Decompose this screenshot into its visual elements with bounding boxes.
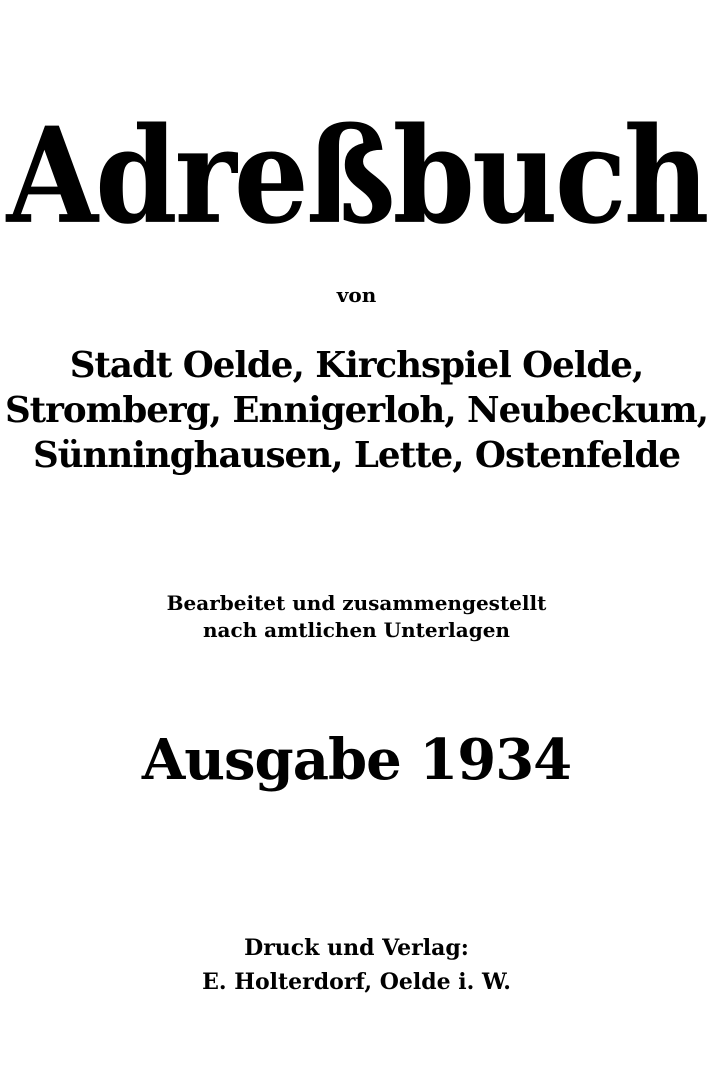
imprint-block bbox=[0, 931, 713, 999]
preposition-von: von bbox=[336, 283, 377, 307]
places-line-1: Stadt Oelde, Kirchspiel Oelde, bbox=[69, 345, 644, 386]
compiled-note-line-1: Bearbeitet und zusammengestellt bbox=[166, 591, 547, 615]
compiled-note bbox=[0, 590, 713, 644]
places-block bbox=[0, 343, 713, 478]
compiled-note-line-2: nach amtlichen Unterlagen bbox=[203, 618, 510, 642]
imprint-label: Druck und Verlag: bbox=[244, 935, 469, 961]
book-title: Adreßbuch bbox=[6, 97, 707, 254]
imprint-publisher: E. Holterdorf, Oelde i. W. bbox=[202, 969, 511, 995]
places-line-3: Sünninghausen, Lette, Ostenfelde bbox=[32, 435, 681, 476]
places-line-2: Stromberg, Ennigerloh, Neubeckum, bbox=[4, 390, 709, 431]
edition-year: Ausgabe 1934 bbox=[141, 727, 572, 793]
